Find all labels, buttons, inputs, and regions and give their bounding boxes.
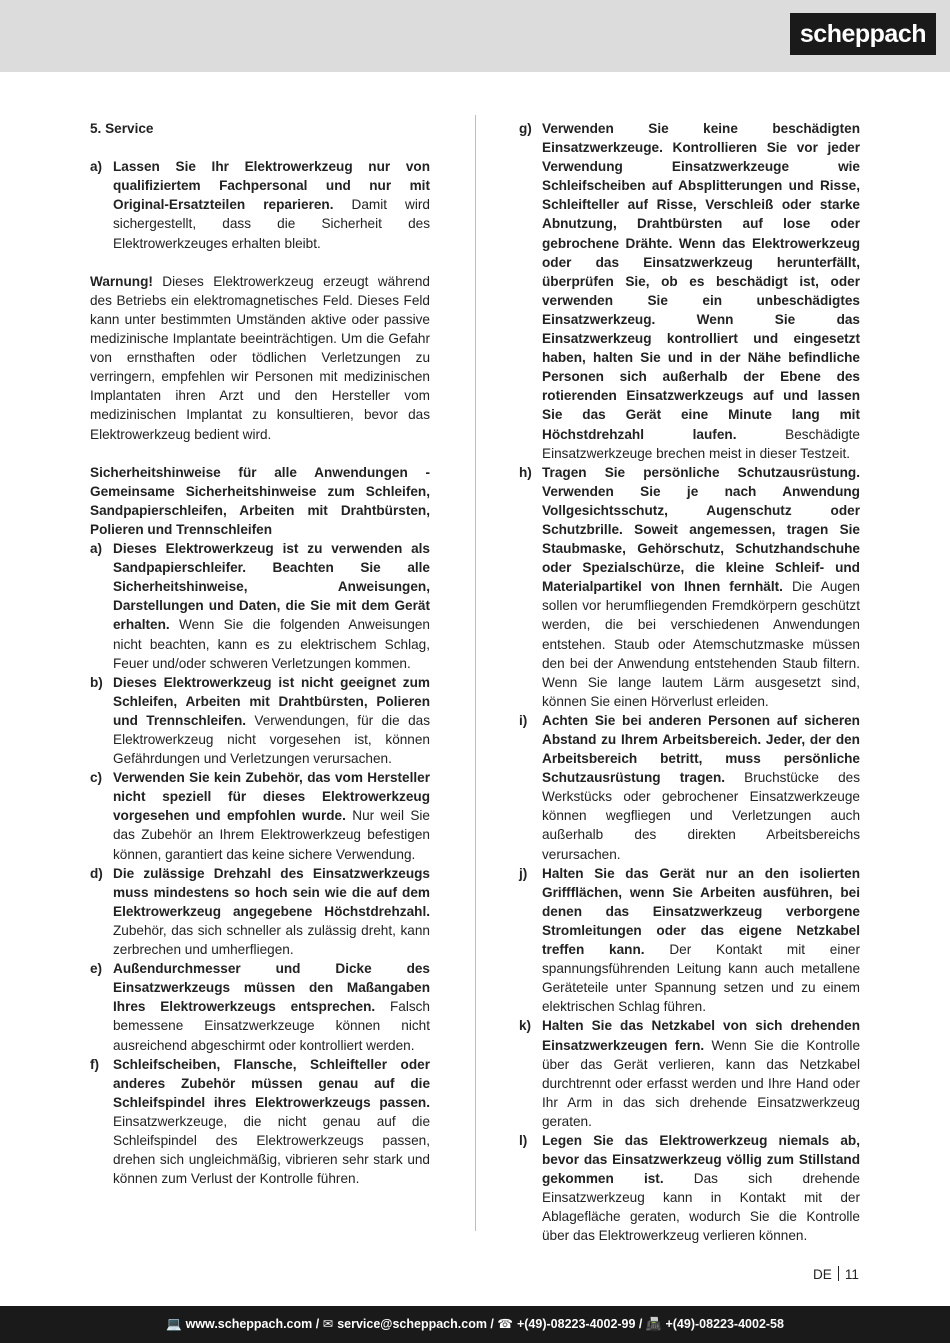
email-icon: ✉ bbox=[322, 1317, 334, 1331]
item-label: f) bbox=[90, 1056, 100, 1072]
right-column bbox=[519, 119, 860, 1246]
item-bold-text: Halten Sie das Gerät nur an den isolierten Griffflächen, wenn Sie Arbeiten ausführen, bei denen das Einsatzwerkzeug verborgene Stromleitungen oder das eigene Netzkabel treffen kann. bbox=[542, 865, 860, 958]
phone-number: +(49)-08223-4002-99 / bbox=[516, 1317, 643, 1331]
item-bold-text: Verwenden Sie keine beschädigten Einsatzwerkzeuge. Kontrollieren Sie vor jeder Verwendung Einsatzwerkzeuge wie Schleifscheiben auf Absplitterungen und Risse, Schleifteller auf Risse, Verschleiß oder starke Abnutzung, Drahtbürsten auf lose oder gebrochene Drähte. Wenn das Elektrowerkzeug oder das Einsatzwerkzeug herunterfällt, überprüfen Sie, ob es beschädigt ist, oder verwenden Sie ein unbeschädigtes Einsatzwerkzeug. Wenn Sie das Einsatzwerkzeug kontrolliert und eingesetzt haben, halten Sie und in der Nähe befindliche Personen sich außerhalb der Ebene des rotierenden Einsatzwerkzeugs auf und lassen Sie das Gerät eine Minute lang mit Höchstdrehzahl laufen. bbox=[542, 121, 860, 442]
item-text: Das sich drehende Einsatzwerkzeug kann in Kontakt mit der Ablagefläche geraten, wodurch Sie die Kontrolle über das Elektrowerkzeug verlieren können. bbox=[542, 1171, 860, 1244]
item-label: h) bbox=[519, 464, 532, 480]
item-bold-text: Achten Sie bei anderen Personen auf sicheren Abstand zu Ihrem Arbeitsbereich. Jeder, der den Arbeitsbereich betritt, muss persönliche Schutzausrüstung tragen. bbox=[542, 712, 860, 786]
email-link[interactable]: service@scheppach.com / bbox=[337, 1317, 494, 1331]
item-label: g) bbox=[519, 121, 532, 136]
item-label: e) bbox=[90, 961, 103, 977]
item-bold-text: Dieses Elektrowerkzeug ist nicht geeignet zum Schleifen, Arbeiten mit Drahtbürsten, Polieren und Trennschleifen. bbox=[113, 674, 430, 728]
item-text: Verwendungen, für die das Elektrowerkzeug nicht vorgesehen ist, können Gefährdungen und Verletzungen verursachen. bbox=[113, 712, 431, 767]
item-label: b) bbox=[90, 674, 103, 690]
item-text: Nur weil Sie das Zubehör an Ihrem Elektrowerkzeug befestigen können, garantiert das keine sichere Verwendung. bbox=[113, 808, 430, 862]
safety-item-k bbox=[519, 1016, 860, 1131]
safety-item-d bbox=[90, 864, 430, 959]
item-bold-text: Schleifscheiben, Flansche, Schleifteller oder anderes Zubehör müssen genau auf die Schleifspindel ihres Elektrowerkzeugs passen. bbox=[113, 1056, 430, 1110]
item-text: Wenn Sie die folgenden Anweisungen nicht beachten, kann es zu elektrischem Schlag, Feuer und/oder schweren Verletzungen kommen. bbox=[113, 617, 430, 671]
item-bold-text: Die zulässige Drehzahl des Einsatzwerkzeugs muss mindestens so hoch sein wie die auf dem Elektrowerkzeug angegebene Höchstdrehzahl. bbox=[113, 865, 430, 919]
item-label: i) bbox=[519, 712, 528, 728]
service-heading: 5. Service bbox=[90, 121, 154, 136]
item-bold-text: Tragen Sie persönliche Schutzausrüstung. Verwenden Sie je nach Anwendung Vollgesichtsschutz, Augenschutz oder Schutzbrille. Soweit angemessen, tragen Sie Staubmaske, Gehörschutz, Schutzhandschuhe oder Spezialschürze, die kleine Schleif- und Materialpartikel von Ihnen fernhält. bbox=[542, 464, 860, 595]
item-bold-text: Legen Sie das Elektrowerkzeug niemals ab, bevor das Einsatzwerkzeug völlig zum Stillstand gekommen ist. bbox=[542, 1132, 860, 1187]
scheppach-logo: scheppach bbox=[790, 13, 936, 55]
item-bold-text: Dieses Elektrowerkzeug ist zu verwenden als Sandpapierschleifer. Beachten Sie alle Sicherheitshinweise, Anweisungen, Darstellungen und Daten, die Sie mit dem Gerät erhalten. bbox=[113, 541, 430, 633]
safety-heading: Sicherheitshinweise für alle Anwendungen - Gemeinsame Sicherheitshinweise zum Schleifen, Sandpapierschleifen, Arbeiten mit Drahtbürsten, Polieren und Trennschleifen bbox=[90, 464, 430, 537]
page-number-value: 11 bbox=[844, 1267, 859, 1282]
item-bold-text: Verwenden Sie kein Zubehör, das vom Hersteller nicht speziell für dieses Elektrowerkzeug vorgesehen und empfohlen wurde. bbox=[113, 770, 430, 824]
computer-icon: 💻 bbox=[166, 1317, 182, 1331]
safety-item-e bbox=[90, 959, 430, 1054]
item-bold-text: Außendurchmesser und Dicke des Einsatzwerkzeugs müssen den Maßangaben Ihres Elektrowerkzeugs entsprechen. bbox=[113, 961, 430, 1015]
item-text: Falsch bemessene Einsatzwerkzeuge können nicht ausreichend abgeschirmt oder kontrolliert werden. bbox=[113, 999, 430, 1053]
safety-item-j bbox=[519, 864, 860, 1017]
item-text: Wenn Sie die Kontrolle über das Gerät verlieren, kann das Netzkabel durchtrennt oder erfasst werden und Ihre Hand oder Ihr Arm in das sich drehende Einsatzwerkzeug geraten. bbox=[542, 1037, 861, 1129]
item-label: a) bbox=[90, 159, 103, 175]
warning-paragraph bbox=[90, 272, 430, 444]
safety-item-h bbox=[519, 463, 860, 711]
item-label: j) bbox=[519, 865, 528, 881]
item-text: Die Augen sollen vor herumfliegenden Fremdkörpern geschützt werden, die bei verschiedenen Anwendungen entstehen. Staub oder Atemschutzmaske müssen den bei der Anwendung entstehenden Staub filtern. Wenn Sie lange lautem Lärm ausgesetzt sind, können Sie einen Hörverlust erleiden. bbox=[542, 579, 860, 709]
item-text: Der Kontakt mit einer spannungsführenden Leitung kann auch metallene Geräteteile unter Spannung setzen und zu einem elektrischen Schlag führen. bbox=[542, 942, 860, 1015]
safety-item-i bbox=[519, 711, 860, 864]
safety-item-g bbox=[519, 119, 860, 463]
left-column bbox=[90, 119, 430, 1188]
item-text: Einsatzwerkzeuge, die nicht genau auf die Schleifspindel des Elektrowerkzeugs passen, drehen sich ungleichmäßig, vibrieren sehr stark und können zum Verlust der Kontrolle führen. bbox=[113, 1113, 430, 1187]
service-item-a bbox=[90, 157, 430, 252]
item-text: Zubehör, das sich schneller als zulässig dreht, kann zerbrechen und umherfliegen. bbox=[113, 922, 430, 958]
item-label: a) bbox=[90, 541, 103, 557]
item-label: d) bbox=[90, 865, 103, 881]
item-text: Bruchstücke des Werkstücks oder gebrochener Einsatzwerkzeuge können wegfliegen und Verletzungen auch außerhalb des direkten Arbeitsbereichs verursachen. bbox=[542, 770, 860, 862]
footer-bar bbox=[0, 1306, 950, 1343]
column-divider bbox=[475, 115, 476, 1231]
item-text: Beschädigte Einsatzwerkzeuge brechen meist in dieser Testzeit. bbox=[542, 426, 860, 461]
phone-icon: ☎ bbox=[497, 1317, 513, 1331]
page-number bbox=[813, 1266, 859, 1282]
warning-text: Dieses Elektrowerkzeug erzeugt während des Betriebs ein elektromagnetisches Feld. Dieses Feld kann unter bestimmten Umständen aktive oder passive medizinische Implantate beeinträchtigen. Um die Gefahr von ernsthaften oder tödlichen Verletzungen zu verringern, empfehlen wir Personen mit medizinischen Implantaten ihren Arzt und den Hersteller vom medizinischen Implantat zu konsultieren, bevor das Elektrowerkzeug bedient wird. bbox=[90, 273, 430, 442]
item-label: l) bbox=[519, 1132, 528, 1148]
safety-item-l bbox=[519, 1131, 860, 1246]
header-bar bbox=[0, 0, 950, 72]
item-bold-text: Lassen Sie Ihr Elektrowerkzeug nur von qualifiziertem Fachpersonal und nur mit Original-Ersatzteilen reparieren. bbox=[113, 159, 430, 213]
safety-item-a bbox=[90, 539, 430, 673]
fax-number: +(49)-08223-4002-58 bbox=[665, 1317, 784, 1331]
item-label: c) bbox=[90, 770, 103, 786]
item-bold-text: Halten Sie das Netzkabel von sich drehenden Einsatzwerkzeugen fern. bbox=[542, 1018, 860, 1053]
item-label: k) bbox=[519, 1018, 532, 1034]
website-link[interactable]: www.scheppach.com / bbox=[185, 1317, 320, 1331]
page-language: DE bbox=[812, 1267, 832, 1282]
safety-item-c bbox=[90, 768, 430, 863]
safety-item-b bbox=[90, 673, 430, 768]
safety-item-f bbox=[90, 1055, 430, 1189]
fax-icon: 📠 bbox=[645, 1317, 662, 1331]
item-text: Damit wird sichergestellt, dass die Sicherheit des Elektrowerkzeuges erhalten bleibt. bbox=[113, 197, 430, 251]
warning-label: Warnung! bbox=[90, 273, 153, 289]
